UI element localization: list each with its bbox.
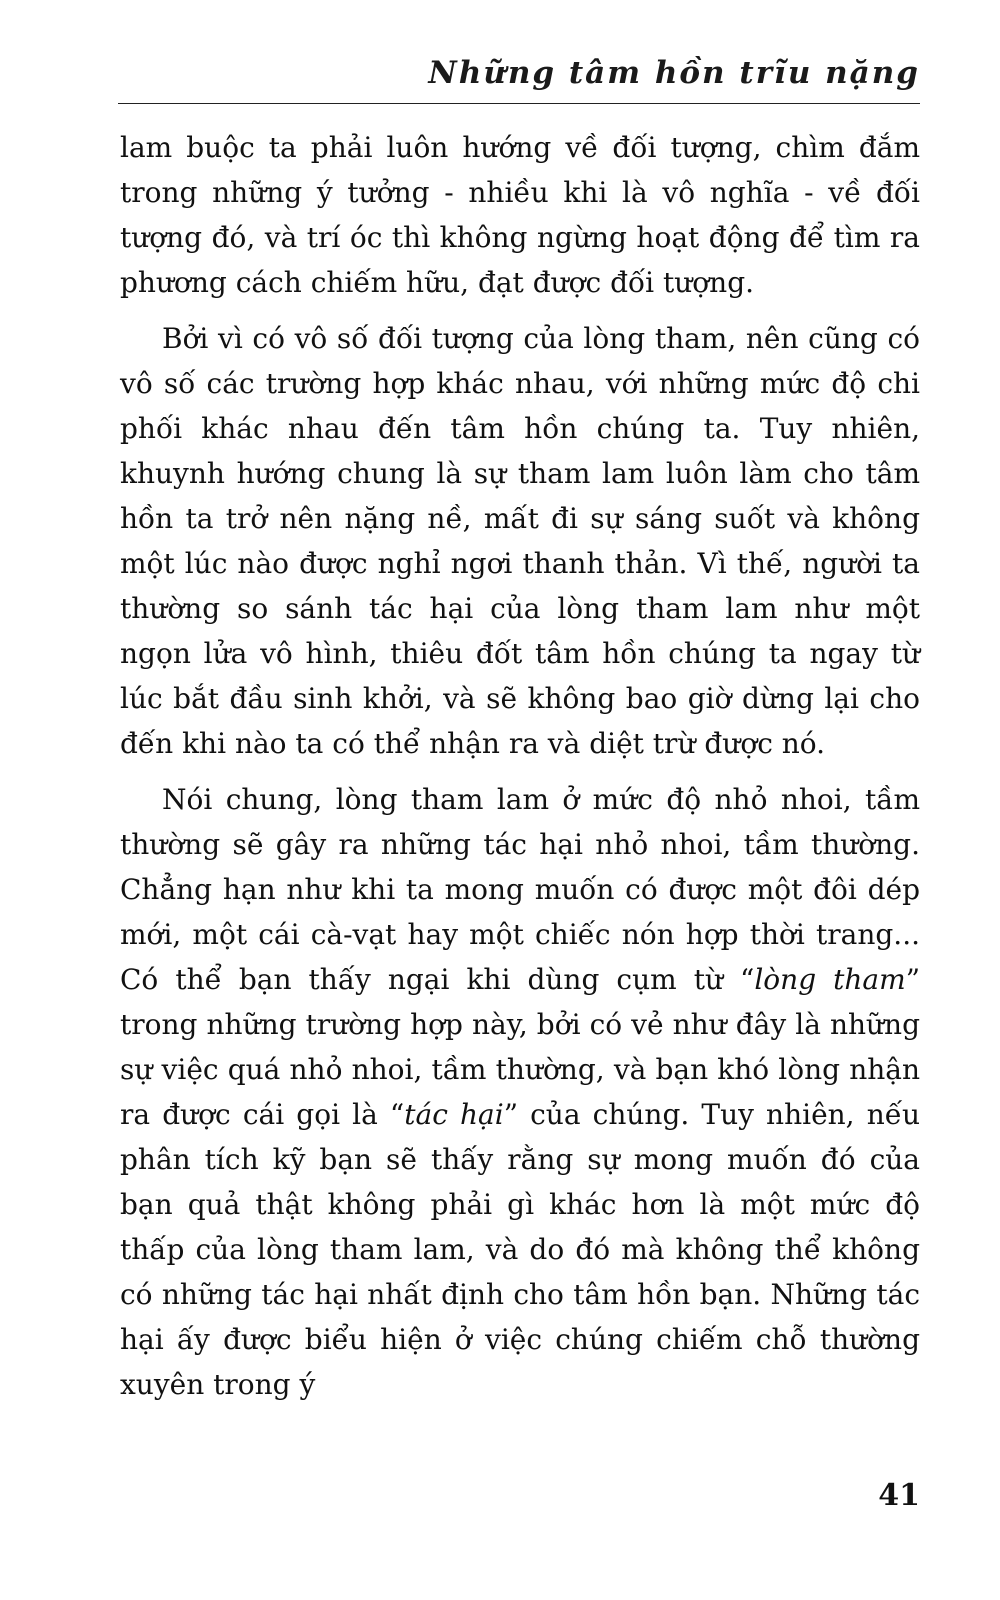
paragraph-text: ” của chúng. Tuy nhiên, nếu phân tích kỹ bạn sẽ thấy rằng sự mong muốn đó của bạn quả thật không phải gì khác hơn là một mức độ thấp của lòng tham lam, và do đó mà không thể không có những tác hại nhất định cho tâm hồn bạn. Những tác hại ấy được biểu hiện ở việc chúng chiếm chỗ thường xuyên trong ý — [120, 1098, 920, 1401]
running-header-title: Những tâm hồn trĩu nặng — [428, 55, 920, 91]
paragraph-text: Nói chung, lòng tham lam ở mức độ nhỏ nhoi, tầm thường sẽ gây ra những tác hại nhỏ nhoi, tầm thường. Chẳng hạn như khi ta mong muốn có được một đôi dép mới, một cái cà-vạt hay một chiếc nón hợp thời trang... Có thể bạn thấy ngại khi dùng cụm từ “ — [120, 783, 920, 996]
header-rule — [118, 103, 920, 104]
emphasis-text: lòng tham — [754, 963, 906, 996]
emphasis-text: tác hại — [404, 1098, 504, 1131]
paragraph: Bởi vì có vô số đối tượng của lòng tham, nên cũng có vô số các trường hợp khác nhau, với những mức độ chi phối khác nhau đến tâm hồn chúng ta. Tuy nhiên, khuynh hướng chung là sự tham lam luôn làm cho tâm hồn ta trở nên nặng nề, mất đi sự sáng suốt và không một lúc nào được nghỉ ngơi thanh thản. Vì thế, người ta thường so sánh tác hại của lòng tham lam như một ngọn lửa vô hình, thiêu đốt tâm hồn chúng ta ngay từ lúc bắt đầu sinh khởi, và sẽ không bao giờ dừng lại cho đến khi nào ta có thể nhận ra và diệt trừ được nó. — [120, 322, 920, 760]
paragraph-continuation: lam buộc ta phải luôn hướng về đối tượng, chìm đắm trong những ý tưởng - nhiều khi là vô nghĩa - về đối tượng đó, và trí óc thì không ngừng hoạt động để tìm ra phương cách chiếm hữu, đạt được đối tượng. — [120, 131, 920, 299]
paragraph — [120, 777, 920, 1407]
page-number: 41 — [878, 1478, 920, 1513]
paragraph-text: ” trong những trường hợp này, bởi có vẻ như đây là những sự việc quá nhỏ nhoi, tầm thường, và bạn khó lòng nhận ra được cái gọi là “ — [120, 963, 921, 1131]
body-text — [120, 125, 920, 1418]
